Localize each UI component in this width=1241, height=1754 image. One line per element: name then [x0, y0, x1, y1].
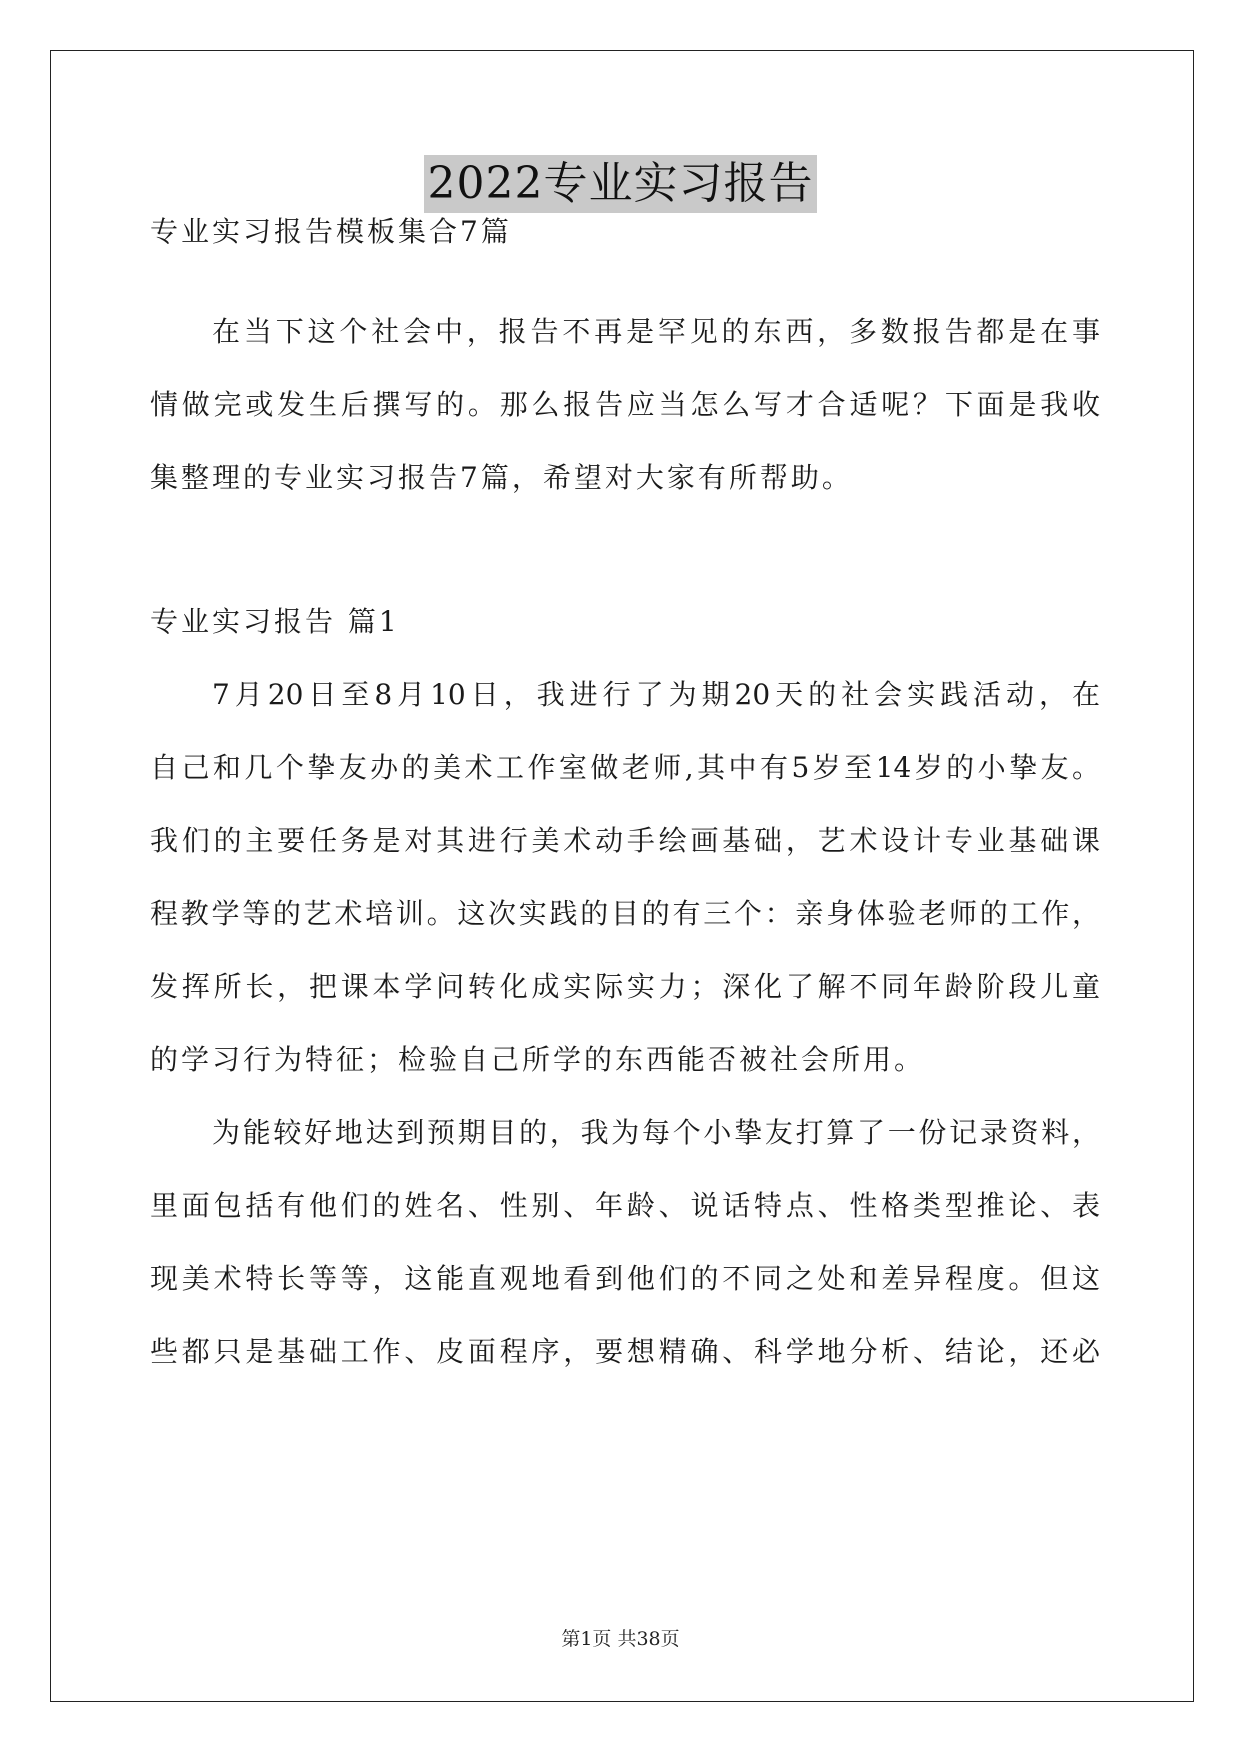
- para1-line-2: 自己和几个挚友办的美术工作室做老师,其中有5岁至14岁的小挚友。: [150, 751, 1100, 784]
- para1-line-6: 的学习行为特征；检验自己所学的东西能否被社会所用。: [150, 1043, 926, 1076]
- para2-line-1: 为能较好地达到预期目的，我为每个小挚友打算了一份记录资料，: [212, 1116, 1100, 1149]
- para1-line-1: 7月20日至8月10日，我进行了为期20天的社会实践活动，在: [212, 678, 1100, 711]
- para1-line-4: 程教学等的艺术培训。这次实践的目的有三个：亲身体验老师的工作，: [150, 897, 1100, 930]
- para1-line-3: 我们的主要任务是对其进行美术动手绘画基础，艺术设计专业基础课: [150, 824, 1100, 857]
- para2-line-3: 现美术特长等等，这能直观地看到他们的不同之处和差异程度。但这: [150, 1262, 1100, 1295]
- intro-line-2: 情做完或发生后撰写的。那么报告应当怎么写才合适呢？下面是我收: [150, 388, 1100, 421]
- document-subtitle: 专业实习报告模板集合7篇: [150, 215, 512, 248]
- para2-line-4: 些都只是基础工作、皮面程序，要想精确、科学地分析、结论，还必: [150, 1335, 1100, 1368]
- title-container: [0, 155, 1241, 213]
- para2-line-2: 里面包括有他们的姓名、性别、年龄、说话特点、性格类型推论、表: [150, 1189, 1100, 1222]
- document-title: 2022专业实习报告: [424, 155, 818, 213]
- page-footer: 第1页 共38页: [561, 1628, 680, 1650]
- section-heading: 专业实习报告 篇1: [150, 605, 400, 638]
- page-border: [50, 50, 1194, 1702]
- intro-line-1: 在当下这个社会中，报告不再是罕见的东西，多数报告都是在事: [212, 315, 1100, 348]
- para1-line-5: 发挥所长，把课本学问转化成实际实力；深化了解不同年龄阶段儿童: [150, 970, 1100, 1003]
- intro-line-3: 集整理的专业实习报告7篇，希望对大家有所帮助。: [150, 461, 853, 494]
